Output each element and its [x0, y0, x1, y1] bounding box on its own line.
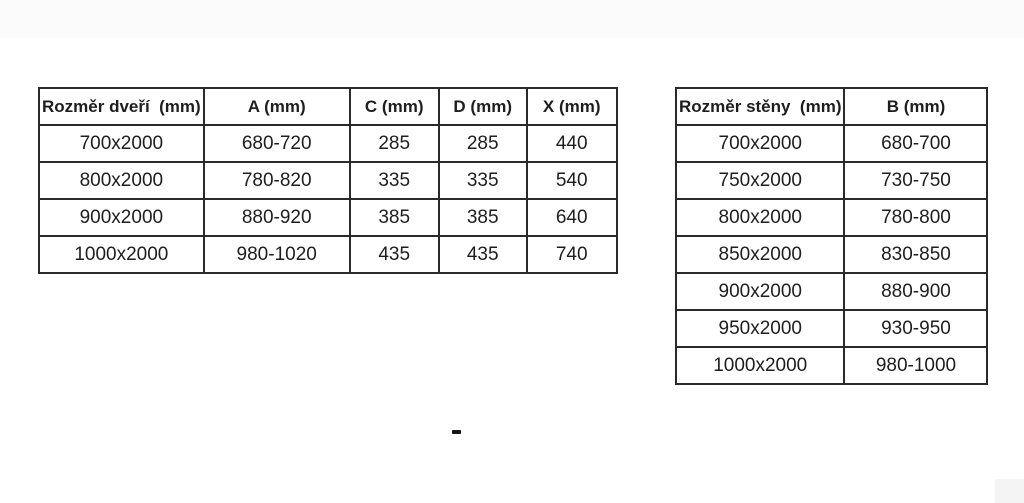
table-cell: 1000x2000: [39, 236, 204, 273]
table-row: [39, 125, 617, 162]
wall-table-header-row: [676, 88, 987, 125]
table-cell: 335: [439, 162, 527, 199]
table-cell: 850x2000: [676, 236, 844, 273]
table-cell: 335: [350, 162, 439, 199]
table-cell: 435: [439, 236, 527, 273]
table-cell: 680-700: [844, 125, 987, 162]
table-row: [676, 347, 987, 384]
table-cell: 700x2000: [39, 125, 204, 162]
column-header-a: A (mm): [204, 88, 350, 125]
table-row: [676, 199, 987, 236]
column-header-b: B (mm): [844, 88, 987, 125]
table-cell: 385: [350, 199, 439, 236]
table-cell: 900x2000: [676, 273, 844, 310]
table-cell: 980-1020: [204, 236, 350, 273]
table-cell: 750x2000: [676, 162, 844, 199]
door-table-body: [39, 125, 617, 273]
table-cell: 640: [527, 199, 617, 236]
table-cell: 540: [527, 162, 617, 199]
table-cell: 285: [439, 125, 527, 162]
table-cell: 780-820: [204, 162, 350, 199]
table-cell: 900x2000: [39, 199, 204, 236]
column-header-c: C (mm): [350, 88, 439, 125]
door-dimensions-table: [38, 87, 618, 274]
table-cell: 800x2000: [676, 199, 844, 236]
table-cell: 880-900: [844, 273, 987, 310]
wall-table-body: [676, 125, 987, 384]
table-cell: 930-950: [844, 310, 987, 347]
top-shading-band: [0, 0, 1024, 38]
column-header-rozmer-dveri: Rozměr dveří (mm): [39, 88, 204, 125]
table-cell: 730-750: [844, 162, 987, 199]
table-row: [676, 125, 987, 162]
table-cell: 680-720: [204, 125, 350, 162]
table-row: [39, 199, 617, 236]
column-header-rozmer-steny: Rozměr stěny (mm): [676, 88, 844, 125]
column-header-d: D (mm): [439, 88, 527, 125]
table-cell: 780-800: [844, 199, 987, 236]
table-cell: 440: [527, 125, 617, 162]
table-row: [676, 310, 987, 347]
table-cell: 1000x2000: [676, 347, 844, 384]
wall-dimensions-table: [675, 87, 988, 385]
table-cell: 880-920: [204, 199, 350, 236]
table-cell: 385: [439, 199, 527, 236]
table-cell: 950x2000: [676, 310, 844, 347]
table-row: [676, 236, 987, 273]
table-cell: 800x2000: [39, 162, 204, 199]
table-cell: 980-1000: [844, 347, 987, 384]
table-cell: 740: [527, 236, 617, 273]
table-cell: 435: [350, 236, 439, 273]
table-row: [39, 162, 617, 199]
dash-artifact: [452, 430, 461, 434]
table-row: [39, 236, 617, 273]
table-cell: 830-850: [844, 236, 987, 273]
table-row: [676, 162, 987, 199]
column-header-x: X (mm): [527, 88, 617, 125]
table-cell: 700x2000: [676, 125, 844, 162]
corner-shading-artifact: [995, 479, 1024, 503]
table-cell: 285: [350, 125, 439, 162]
table-row: [676, 273, 987, 310]
door-table-header-row: [39, 88, 617, 125]
